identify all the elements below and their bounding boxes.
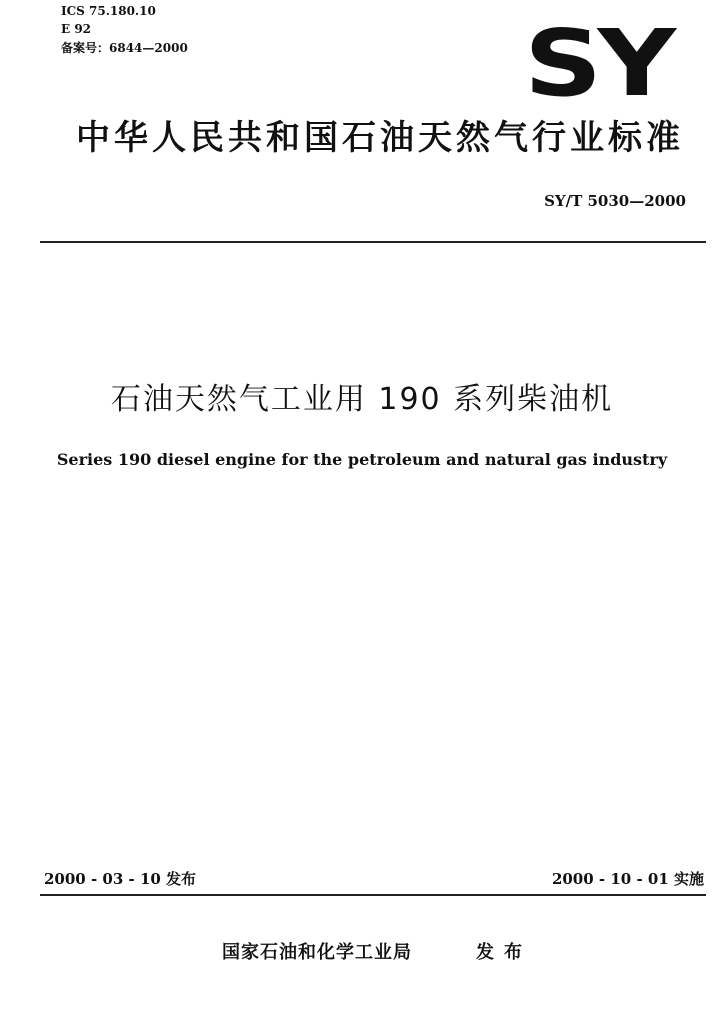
publish-label: 发布 <box>476 942 532 963</box>
document-title-cn: 石油天然气工业用 190 系列柴油机 <box>110 382 614 417</box>
standard-org-title: 中华人民共和国石油天然气行业标准 <box>76 118 684 158</box>
top-divider <box>40 241 706 243</box>
filing-number: 备案号：6844—2000 <box>61 41 188 55</box>
sy-logo: SY <box>524 10 672 117</box>
bottom-divider <box>40 894 706 896</box>
implementation-date: 2000 - 10 - 01 实施 <box>551 870 704 888</box>
standard-number: SY/T 5030—2000 <box>544 192 686 210</box>
publisher-name: 国家石油和化学工业局 <box>222 942 412 963</box>
ics-code: ICS 75.180.10 <box>61 4 156 18</box>
document-title-en: Series 190 diesel engine for the petroleum and natural gas industry <box>56 450 668 469</box>
ccs-code: E 92 <box>61 22 92 36</box>
issue-date: 2000 - 03 - 10 发布 <box>44 870 197 888</box>
